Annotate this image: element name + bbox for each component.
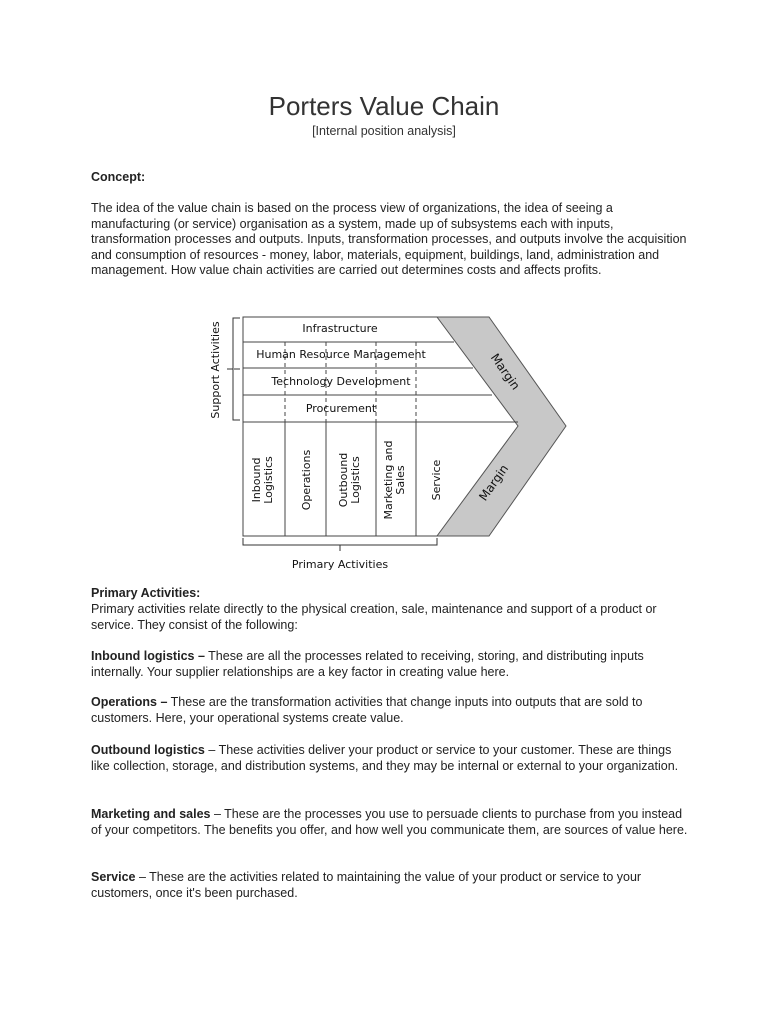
- support-row-technology: Technology Development: [271, 375, 411, 388]
- margin-shape: [437, 317, 566, 536]
- primary-activities-label: Primary Activities: [291, 558, 389, 571]
- page-title: Porters Value Chain: [268, 91, 500, 121]
- primary-col-outbound-line2: Logistics: [349, 456, 362, 504]
- primary-col-inbound-line2: Logistics: [262, 456, 275, 504]
- primary-col-service: [430, 459, 443, 500]
- primary-col-marketing-line1: Marketing and: [382, 440, 395, 520]
- support-row-infrastructure: Infrastructure: [302, 322, 378, 335]
- margin-label-top: Margin: [487, 350, 523, 393]
- concept-heading: Concept:: [91, 170, 146, 184]
- concept-body: The idea of the value chain is based on the process view of organizations, the idea of seeing a manufacturing (or service) organisation as a system, made up of subsystems each with inputs, transformation processes and outputs. Inputs, transformation processes, and outputs involve the acquisition and consumption of resources - money, labor, materials, equipment, buildings, land, administration and management. How value chain activities are carried out determines costs and affects profits.: [91, 201, 687, 278]
- support-row-procurement: Procurement: [305, 402, 377, 415]
- primary-col-operations: [300, 450, 313, 511]
- item-inbound-logistics: Inbound logistics – These are all the processes related to receiving, storing, and distributing inputs internally. Your supplier relationships are a key factor in creating value here.: [91, 649, 644, 679]
- primary-col-marketing-line2: Sales: [394, 465, 407, 495]
- primary-bracket: [243, 538, 437, 551]
- item-operations: Operations – These are the transformation activities that change inputs into outputs that are sold to customers. Here, your operational systems create value.: [91, 695, 643, 725]
- primary-heading: Primary Activities:: [91, 586, 201, 600]
- item-outbound-logistics: Outbound logistics – These activities deliver your product or service to your customer. These are things like collection, storage, and distribution systems, and they may be internal or external to your organization.: [91, 743, 679, 773]
- item-service: Service – These are the activities related to maintaining the value of your product or service to your customers, once it's been purchased.: [91, 870, 642, 900]
- primary-col-inbound-logistics: [250, 456, 275, 504]
- page-subtitle: [Internal position analysis]: [312, 124, 456, 138]
- support-row-hrm: Human Resource Management: [256, 348, 426, 361]
- item-marketing-sales: Marketing and sales – These are the processes you use to persuade clients to purchase from you instead of your competitors. The benefits you offer, and how well you communicate them, are sources of value here.: [91, 807, 688, 837]
- support-activities-label: Support Activities: [209, 321, 222, 419]
- margin-label-bottom: Margin: [476, 461, 512, 504]
- value-chain-diagram: [200, 310, 580, 575]
- primary-col-inbound-line1: Inbound: [250, 457, 263, 503]
- primary-col-operations-line1: Operations: [300, 449, 313, 511]
- primary-col-marketing-sales: [382, 440, 407, 519]
- primary-col-outbound-line1: Outbound: [337, 452, 350, 508]
- primary-col-outbound-logistics: [337, 453, 362, 508]
- primary-body: Primary activities relate directly to the physical creation, sale, maintenance and support of a product or service. They consist of the following:: [91, 602, 657, 632]
- primary-col-service-line1: Service: [430, 459, 443, 501]
